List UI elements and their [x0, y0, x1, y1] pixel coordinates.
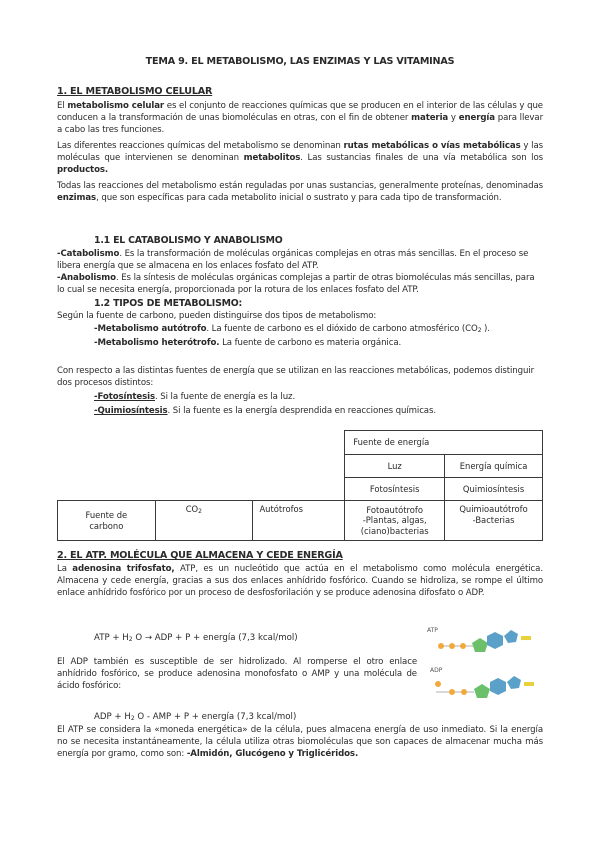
header-fotosintesis: Fotosíntesis: [345, 478, 445, 501]
item-metabolismo-heterotrofo: -Metabolismo heterótrofo. La fuente de carbono es materia orgánica.: [94, 338, 402, 348]
atp-phosphate-icon: [438, 643, 444, 649]
paragraph-adp-hydrolysis: El ADP también es susceptible de ser hidrolizado. Al romperse el otro enlace anhídrido fosfórico, se produce adenosina monofosfato o AMP y una molécula de ácido fosfórico:: [57, 657, 417, 691]
paragraph-enzimas: Todas las reacciones del metabolismo están reguladas por unas sustancias, generalmente proteínas, denominadas enzimas, que son específicas para cada metabolito inicial o sustrato y para cada tipo de transformación.: [57, 181, 543, 203]
paragraph-metabolismo-def: El metabolismo celular es el conjunto de reacciones químicas que se producen en el interior de las células y que conducen a la transformación de unas biomoléculas en otras, con el fin de obtener materia y energía para llevar a cabo las tres funciones.: [57, 101, 544, 135]
atp-adenine-icon: [504, 630, 518, 643]
header-luz: Luz: [345, 455, 445, 478]
atp-phosphate-icon: [460, 643, 466, 649]
paragraph-moneda-energetica: El ATP se considera la «moneda energética» de la célula, pues almacena energía de uso inmediato. Si la energía no se necesita instantáneamente, la célula utiliza otras biomoléculas que son capaces de almacenar mucha más energía por gramo, como son: -Almidón, Glucógeno y Triglicéridos.: [57, 725, 543, 759]
item-fotosintesis: -Fotosíntesis. Si la fuente de energía es la luz.: [94, 392, 296, 402]
adp-molecule-figure: [428, 664, 548, 712]
header-energia-quimica: Energía química: [445, 455, 543, 478]
item-quimiosintesis: -Quimiosíntesis. Si la fuente es la energía desprendida en reacciones químicas.: [94, 406, 436, 416]
cell-fuente-carbono: Fuente de carbono: [58, 501, 156, 541]
adp-adenine-icon: [507, 676, 521, 689]
paragraph-anabolismo: -Anabolismo. Es la síntesis de moléculas orgánicas complejas a partir de otras biomoléculas más sencillas, para lo cual se necesita energía, proporcionada por la rotura de los enlaces fosfato del ATP.: [57, 273, 535, 295]
heading-catabolismo-anabolismo: 1.1 EL CATABOLISMO Y ANABOLISMO: [94, 235, 283, 246]
atp-phosphate-icon: [449, 643, 455, 649]
item-metabolismo-autotrofo: -Metabolismo autótrofo. La fuente de carbono es el dióxido de carbono atmosférico (CO2 ).: [94, 324, 490, 334]
paragraph-fuente-carbono: Según la fuente de carbono, pueden distinguirse dos tipos de metabolismo:: [57, 311, 377, 321]
metabolism-table: [57, 430, 543, 541]
adp-label-marker: [524, 682, 534, 686]
cell-co2: CO2: [155, 501, 253, 541]
adp-phosphate-icon: [435, 681, 441, 687]
atp-label-marker: [521, 636, 531, 640]
header-fuente-energia: Fuente de energía: [345, 431, 543, 455]
equation-adp-hydrolysis: ADP + H2 O - AMP + P + energía (7,3 kcal/mol): [94, 712, 297, 722]
cell-fotoautotrofo: Fotoautótrofo -Plantas, algas, (ciano)bacterias: [345, 501, 445, 541]
atp-base-icon: [487, 632, 503, 649]
document-title: TEMA 9. EL METABOLISMO, LAS ENZIMAS Y LAS VITAMINAS: [145, 56, 455, 67]
equation-atp-hydrolysis: ATP + H2 O → ADP + P + energía (7,3 kcal/mol): [94, 633, 298, 643]
paragraph-catabolismo: -Catabolismo. Es la transformación de moléculas orgánicas complejas en otras más sencillas. En el proceso se libera energía que se almacena en los enlaces fosfato del ATP.: [57, 249, 529, 271]
adp-phosphate-icon: [461, 689, 467, 695]
adp-ribose-icon: [474, 684, 490, 698]
atp-figure-label: ATP: [427, 627, 438, 634]
heading-atp: 2. EL ATP. MOLÉCULA QUE ALMACENA Y CEDE ENERGÍA: [57, 550, 343, 561]
heading-metabolismo-celular: 1. EL METABOLISMO CELULAR: [57, 86, 213, 97]
header-quimiosintesis: Quimiosíntesis: [445, 478, 543, 501]
atp-molecule-figure: [425, 624, 547, 664]
paragraph-fuentes-energia: Con respecto a las distintas fuentes de energía que se utilizan en las reacciones metabólicas, podemos distinguir dos procesos distintos:: [57, 366, 535, 388]
cell-quimioautotrofo: Quimioautótrofo -Bacterias: [445, 501, 543, 541]
heading-tipos-metabolismo: 1.2 TIPOS DE METABOLISMO:: [94, 298, 243, 309]
adp-figure-label: ADP: [430, 667, 443, 674]
adp-base-icon: [490, 678, 506, 695]
paragraph-rutas-metabolicas: Las diferentes reacciones químicas del metabolismo se denominan rutas metabólicas o vías metabólicas y las moléculas que intervienen se denominan metabolitos. Las sustancias finales de una vía metabólica son los productos.: [57, 141, 543, 175]
paragraph-atp-def: La adenosina trifosfato, ATP, es un nucleótido que actúa en el metabolismo como molécula energética. Almacena y cede energía, gracias a sus dos enlaces anhídrido fosfórico. Cuando se hidroliza, se rompe el último enlace anhídrido fosfórico por un proceso de desfosforilación y se produce adenosina difosfato o ADP.: [57, 564, 543, 598]
cell-autotrofos: Autótrofos: [253, 501, 345, 541]
atp-ribose-icon: [472, 638, 488, 652]
adp-phosphate-icon: [449, 689, 455, 695]
